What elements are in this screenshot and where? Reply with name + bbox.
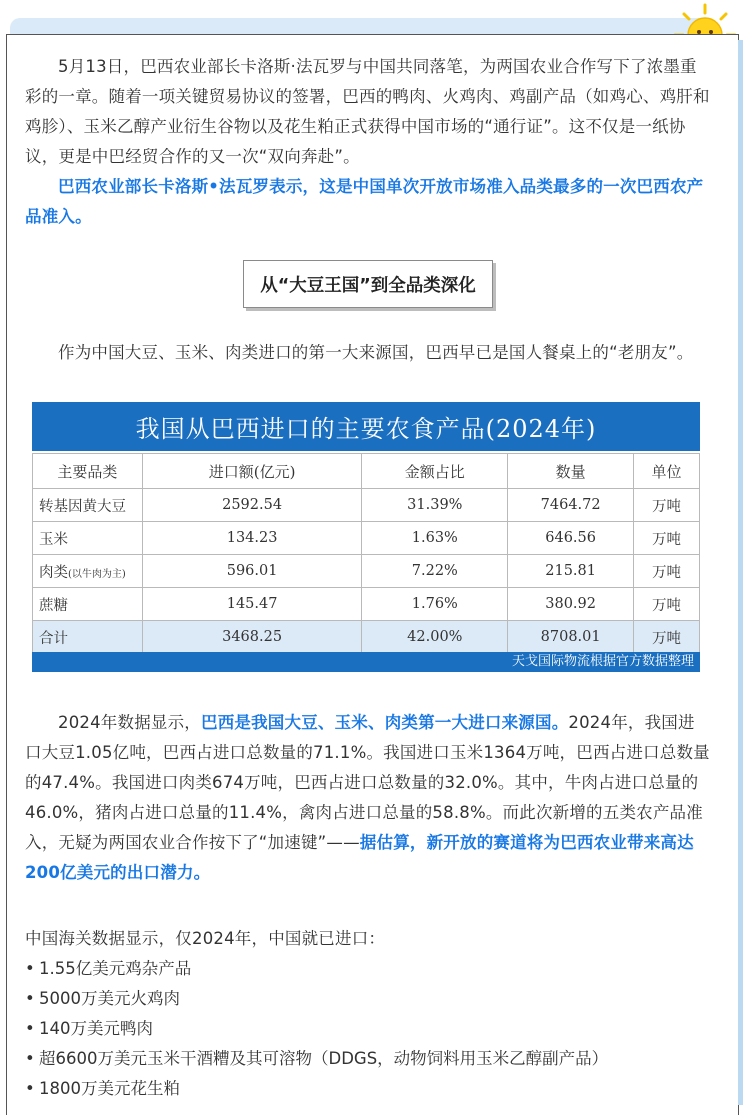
- list-item: • 140万美元鸭肉: [25, 1019, 153, 1038]
- list-item: • 超6600万美元玉米干酒糟及其可溶物（DDGS，动物饲料用玉米乙醇副产品）: [25, 1049, 609, 1068]
- total-amount: 3468.25: [142, 621, 362, 654]
- data-table: [32, 453, 700, 654]
- row-amount: 596.01: [142, 555, 362, 588]
- header-amount: 进口额(亿元): [142, 454, 362, 489]
- row-amount: 2592.54: [142, 489, 362, 522]
- total-unit: 万吨: [634, 621, 700, 654]
- row-share: 7.22%: [362, 555, 508, 588]
- row-unit: 万吨: [634, 588, 700, 621]
- total-quantity: 8708.01: [508, 621, 634, 654]
- quote-highlight: 巴西农业部长卡洛斯•法瓦罗表示，这是中国单次开放市场准入品类最多的一次巴西农产品准入。: [25, 177, 704, 226]
- row-amount: 134.23: [142, 522, 362, 555]
- intro-paragraph: 5月13日，巴西农业部长卡洛斯·法瓦罗与中国共同落笔，为两国农业合作写下了浓墨重彩的一章。随着一项关键贸易协议的签署，巴西的鸭肉、火鸡肉、鸡副产品（如鸡心、鸡肝和鸡胗）、玉米乙醇产业衍生谷物以及花生粕正式获得中国市场的“通行证”。这不仅是一纸协议，更是中巴经贸合作的又一次“双向奔赴”。: [25, 57, 710, 166]
- row-name: 转基因黄大豆: [33, 489, 143, 522]
- row-share: 1.76%: [362, 588, 508, 621]
- list-item: • 5000万美元火鸡肉: [25, 989, 180, 1008]
- header-quantity: 数量: [508, 454, 634, 489]
- row-name: 玉米: [33, 522, 143, 555]
- row-quantity: 215.81: [508, 555, 634, 588]
- table-header-row: [33, 454, 700, 489]
- section-heading: 从“大豆王国”到全品类深化: [260, 275, 476, 296]
- row-name: 蔗糖: [33, 588, 143, 621]
- total-share: 42.00%: [362, 621, 508, 654]
- row-amount: 145.47: [142, 588, 362, 621]
- row-unit: 万吨: [634, 555, 700, 588]
- table-source-note: 天戈国际物流根据官方数据整理: [32, 652, 700, 672]
- table-row: [33, 555, 700, 588]
- background-paragraph: 作为中国大豆、玉米、肉类进口的第一大来源国，巴西早已是国人餐桌上的“老朋友”。: [58, 343, 694, 362]
- row-unit: 万吨: [634, 522, 700, 555]
- row-quantity: 7464.72: [508, 489, 634, 522]
- total-name: 合计: [33, 621, 143, 654]
- header-category: 主要品类: [33, 454, 143, 489]
- row-quantity: 380.92: [508, 588, 634, 621]
- row-quantity: 646.56: [508, 522, 634, 555]
- row-name: 肉类(以牛肉为主): [33, 555, 143, 588]
- list-item: • 1.55亿美元鸡杂产品: [25, 959, 192, 978]
- frame-shadow: [738, 40, 743, 1105]
- import-list: [25, 954, 710, 1104]
- table-title: 我国从巴西进口的主要农食产品(2024年): [32, 402, 700, 451]
- data-highlight-1: 巴西是我国大豆、玉米、肉类第一大进口来源国。: [201, 713, 569, 732]
- row-share: 1.63%: [362, 522, 508, 555]
- row-share: 31.39%: [362, 489, 508, 522]
- list-item: • 1800万美元花生粕: [25, 1079, 180, 1098]
- table-row: [33, 522, 700, 555]
- header-share: 金额占比: [362, 454, 508, 489]
- row-note: (以牛肉为主): [68, 568, 126, 580]
- row-unit: 万吨: [634, 489, 700, 522]
- header-unit: 单位: [634, 454, 700, 489]
- table-row: [33, 588, 700, 621]
- data-highlight-2: 据估算，新开放的赛道将为巴西农业带来高达200亿美元的出口潜力。: [25, 833, 694, 882]
- import-table: [32, 402, 700, 672]
- section-heading-box: [243, 260, 493, 308]
- table-total-row: [33, 621, 700, 654]
- data-paragraph: 2024年数据显示，巴西是我国大豆、玉米、肉类第一大进口来源国。2024年，我国进口大豆1.05亿吨，巴西占进口总数量的71.1%。我国进口玉米1364万吨，巴西占进口总数量的47.4%。我国进口肉类674万吨，巴西占进口总数量的32.0%。其中，牛肉占进口总量的46.0%，猪肉占进口总量的11.4%，禽肉占进口总量的58.8%。而此次新增的五类农产品准入，无疑为两国农业合作按下了“加速键”——据估算，新开放的赛道将为巴西农业带来高达200亿美元的出口潜力。: [25, 713, 710, 882]
- customs-paragraph: 中国海关数据显示，仅2024年，中国就已进口：: [25, 929, 386, 948]
- table-row: [33, 489, 700, 522]
